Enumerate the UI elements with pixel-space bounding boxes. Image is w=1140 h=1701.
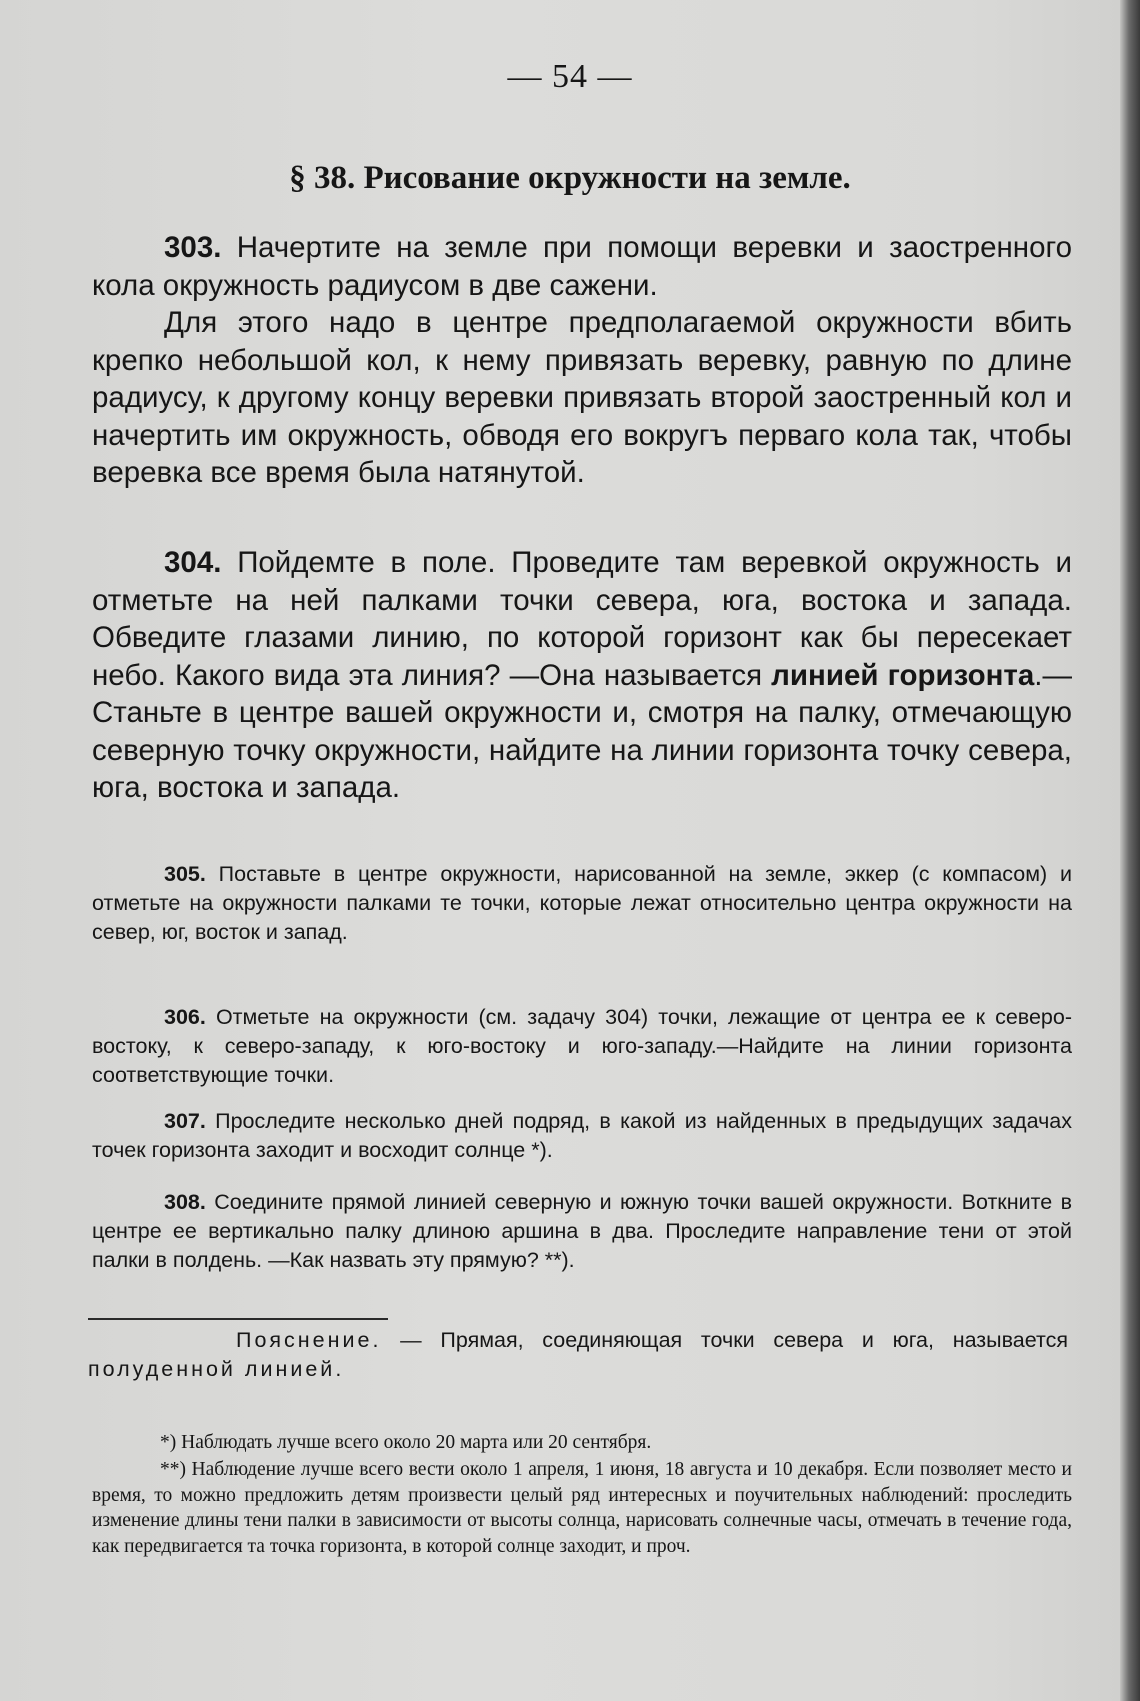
page-spine-shadow <box>1120 0 1140 1701</box>
problem-text: Соедините прямой линией северную и южную точки вашей окружности. Воткните в центре ее вертикально палку длиною аршина в два. Проследите направление тени от этой палки в полдень. —Как назвать эту прямую? **). <box>92 1190 1072 1272</box>
problem-number: 307. <box>164 1109 206 1133</box>
problem-text: Пойдемте в поле. Проведите там веревкой окружность и отметьте на ней палками точки севера, юга, востока и запада. Обведите глазами линию, по которой горизонт как бы пересекает небо. Какого вида эта линия? —Она называется <box>92 546 1072 692</box>
problem-number: 304. <box>164 546 222 579</box>
problem-303 <box>92 229 1072 304</box>
problem-number: 308. <box>164 1190 206 1214</box>
problem-number: 305. <box>164 862 206 886</box>
note-text: — Прямая, соединяющая точки севера и юга, называется <box>381 1328 1068 1352</box>
problem-text: Отметьте на окружности (см. задачу 304) точки, лежащие от центра ее к северо-востоку, к северо-западу, к юго-востоку и юго-западу.—Найдите на линии горизонта соответствующие точки. <box>92 1005 1072 1087</box>
explanation-note <box>88 1326 1068 1384</box>
problem-text: Начертите на земле при помощи веревки и заостренного кола окружность радиусом в две сажени. <box>92 231 1072 302</box>
note-label: Пояснение. <box>236 1328 382 1352</box>
problem-307 <box>92 1107 1072 1165</box>
footnote-2: **) Наблюдение лучше всего вести около 1 апреля, 1 июня, 18 августа и 10 декабря. Если позволяет место и время, то можно предложить детям произвести целый ряд интересных и поучительных наблюдений: проследить изменение длины тени палки в зависимости от высоты солнца, нарисовать солнечные часы, отмечать в течение года, как передвигается та точка горизонта, в которой солнце заходит, и проч. <box>92 1459 1072 1557</box>
footnote-divider <box>88 1318 388 1320</box>
problem-text: Проследите несколько дней подряд, в какой из найденных в предыдущих задачах точек горизонта заходит и восходит солнце *). <box>92 1109 1072 1162</box>
problem-text: Поставьте в центре окружности, нарисованной на земле, эккер (с компасом) и отметьте на окружности палками те точки, которые лежат относительно центра окружности на север, юг, восток и запад. <box>92 862 1072 944</box>
problem-308 <box>92 1188 1072 1275</box>
page-number: — 54 — <box>507 58 633 95</box>
problem-305 <box>92 860 1072 947</box>
problem-number: 306. <box>164 1005 206 1029</box>
problem-306 <box>92 1003 1072 1090</box>
term-horizon-line: линией горизонта <box>771 658 1035 692</box>
note-text-end: . <box>335 1357 342 1381</box>
section-title: § 38. Рисование окружности на земле. <box>289 160 851 196</box>
problem-text-continued: .—Станьте в центре вашей окружности и, смотря на палку, отмечающую северную точку окружности, найдите на линии горизонта точку севера, юга, востока и запада. <box>92 658 1072 804</box>
problem-303-explanation: Для этого надо в центре предполагаемой окружности вбить крепко небольшой кол, к нему привязать веревку, равную по длине радиусу, к другому концу веревки привязать второй заостренный кол и начертить им окружность, обводя его вокругъ перваго кола так, чтобы веревка все время была натянутой. <box>92 306 1072 489</box>
footnote-1: *) Наблюдать лучше всего около 20 марта или 20 сентября. <box>160 1432 652 1453</box>
problem-304 <box>92 544 1072 807</box>
problem-number: 303. <box>164 231 222 264</box>
term-meridian-line: полуденной линией <box>88 1357 336 1381</box>
